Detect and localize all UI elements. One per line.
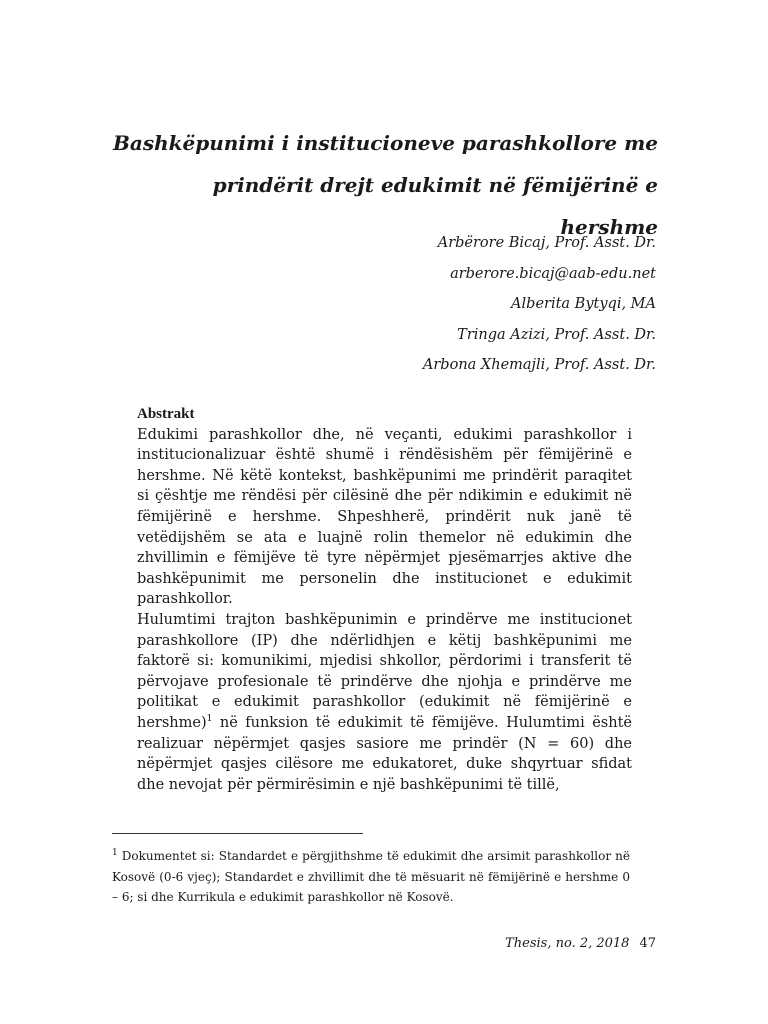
title-line-1: Bashkëpunimi i institucioneve parashkollore me	[113, 131, 658, 155]
abstract-paragraph-2-continued: në funksion të edukimit të fëmijëve. Hulumtimi është realizuar nëpërmjet qasjes sasiore me prindër (N = 60) dhe nëpërmjet qasjes cilësore me edukatoret, duke shqyrtuar sfidat dhe nevojat për përmirësimin e një bashkëpunimi të tillë,	[137, 714, 632, 793]
page-number: 47	[639, 936, 656, 951]
author-name: Arbona Xhemajli, Prof. Asst. Dr.	[422, 357, 656, 373]
footnote-divider	[112, 833, 363, 834]
title-line-2: prindërit drejt edukimit në fëmijërinë e hershme	[212, 173, 658, 239]
author-block	[423, 228, 656, 381]
author-name: Arbërore Bicaj, Prof. Asst. Dr.	[437, 235, 656, 251]
footnote-mark: 1	[112, 848, 118, 858]
author-email: arberore.bicaj@aab-edu.net	[450, 265, 656, 282]
abstract-section	[137, 404, 632, 795]
footnote	[112, 846, 630, 908]
abstract-paragraph-1: Edukimi parashkollor dhe, në veçanti, edukimi parashkollor i institucionalizuar është shumë i rëndësishëm për fëmijërinë e hershme. Në këtë kontekst, bashkëpunimi me prindërit paraqitet si çështje me rëndësi për cilësinë dhe për ndikimin e edukimit në fëmijërinë e hershme. Shpeshherë, prindërit nuk janë të vetëdijshëm se ata e luajnë rolin themelor në edukimin dhe zhvillimin e fëmijëve të tyre nëpërmjet pjesëmarrjes aktive dhe bashkëpunimit me personelin dhe institucionet e edukimit parashkollor.	[137, 426, 632, 608]
author-name: Tringa Azizi, Prof. Asst. Dr.	[457, 326, 656, 343]
footnote-reference: 1	[206, 714, 213, 725]
abstract-heading: Abstrakt	[137, 406, 195, 422]
page-footer	[505, 936, 656, 951]
abstract-paragraph-2	[137, 610, 632, 795]
abstract-paragraph-2-text: Hulumtimi trajton bashkëpunimin e prindërve me institucionet parashkollore (IP) dhe ndërlidhjen e këtij bashkëpunimi me faktorë si: komunikimi, mjedisi shkollor, përdorimi i transferit të përvojave profesionale të prindërve dhe njohja e prindërve me politikat e edukimit parashkollor (edukimit në fëmijërinë e hershme)	[137, 611, 632, 731]
journal-citation: Thesis, no. 2, 2018	[505, 936, 630, 951]
author-name: Alberita Bytyqi, MA	[511, 296, 656, 312]
footnote-text: Dokumentet si: Standardet e përgjithshme të edukimit dhe arsimit parashkollor në Kosovë (0-6 vjeç); Standardet e zhvillimit dhe të mësuarit në fëmijërinë e hershme 0 – 6; si dhe Kurrikula e edukimit parashkollor në Kosovë.	[112, 849, 630, 904]
